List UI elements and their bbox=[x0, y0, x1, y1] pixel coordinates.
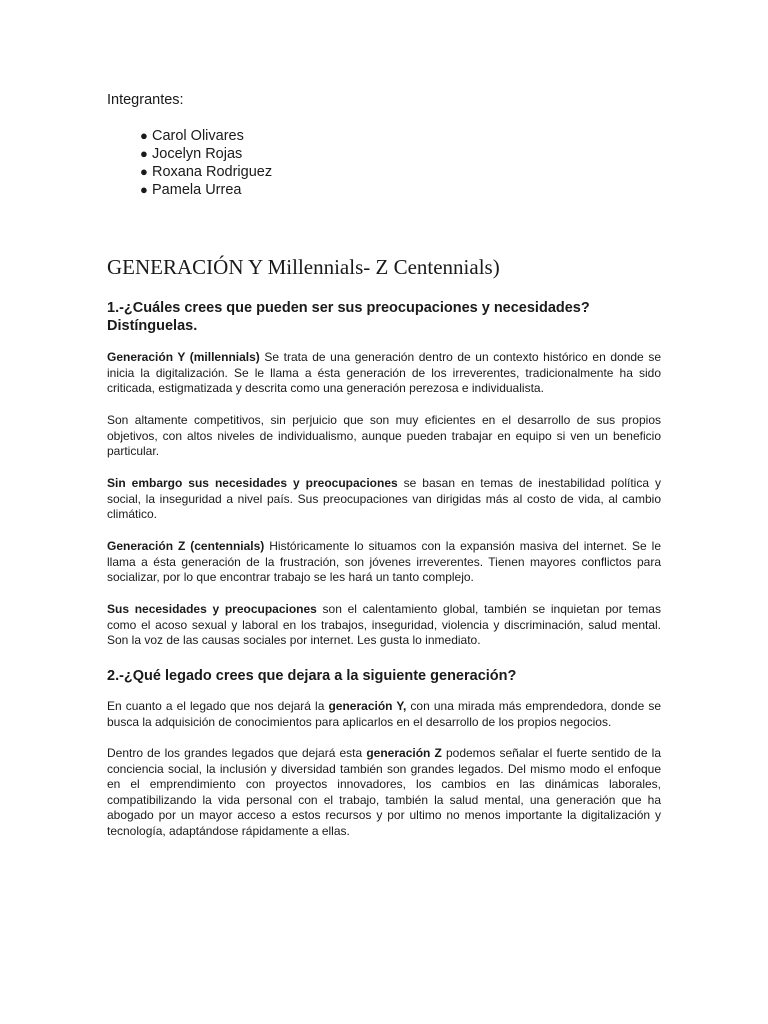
paragraph-bold: generación Y, bbox=[328, 699, 407, 713]
paragraph-lead: Generación Y (millennials) bbox=[107, 350, 260, 364]
integrantes-label: Integrantes: bbox=[107, 92, 184, 108]
member-name: Pamela Urrea bbox=[152, 182, 242, 198]
paragraph-generation-z bbox=[107, 539, 661, 586]
bullet-icon: ● bbox=[140, 128, 148, 143]
paragraph-text: Históricamente lo situamos con la expansión masiva del internet. Se le llama a ésta generación de la frustración, son jóvenes irreverentes. Tienen mayores conflictos para socializar, por lo que encontrar trabajo se les hará un tanto complejo. bbox=[107, 539, 662, 585]
bullet-icon: ● bbox=[140, 182, 148, 197]
paragraph-lead: Generación Z (centennials) bbox=[107, 539, 265, 553]
paragraph-text: En cuanto a el legado que nos dejará la bbox=[107, 699, 329, 713]
paragraph-text: se basan en temas de inestabilidad política y social, la inseguridad a nivel país. Sus preocupaciones van dirigidas más al costo de vida, al cambio climático. bbox=[107, 476, 661, 522]
bullet-icon: ● bbox=[140, 164, 148, 179]
paragraph-lead: Sus necesidades y preocupaciones bbox=[107, 602, 317, 616]
members-list bbox=[140, 127, 272, 199]
list-item bbox=[140, 181, 272, 199]
paragraph-bold: generación Z bbox=[366, 746, 442, 760]
paragraph-text: con una mirada más emprendedora, donde se busca la adquisición de conocimientos para aplicarlos en el desarrollo de los propios negocios. bbox=[107, 699, 661, 729]
paragraph-text: son el calentamiento global, también se inquietan por temas como el acoso sexual y laboral en los trabajos, inseguridad, violencia y discriminación, salud mental. Son la voz de las causas sociales por internet. Les gusta lo inmediato. bbox=[107, 602, 661, 648]
member-name: Roxana Rodriguez bbox=[152, 164, 273, 180]
paragraph-z-needs bbox=[107, 602, 661, 649]
member-name: Carol Olivares bbox=[152, 128, 244, 144]
paragraph-competitive bbox=[107, 413, 661, 460]
member-name: Jocelyn Rojas bbox=[152, 146, 243, 162]
paragraph-text: Son altamente competitivos, sin perjuicio que son muy eficientes en el desarrollo de sus propios objetivos, con altos niveles de individualismo, aunque pueden trabajar en equipo si ven un beneficio particular. bbox=[107, 413, 661, 459]
paragraph-generation-y bbox=[107, 350, 661, 397]
paragraph-y-needs bbox=[107, 476, 661, 523]
paragraph-text: Dentro de los grandes legados que dejará esta bbox=[107, 746, 367, 760]
list-item bbox=[140, 145, 272, 163]
paragraph-text: podemos señalar el fuerte sentido de la conciencia social, la inclusión y diversidad también son grandes legados. Del mismo modo el enfoque en el emprendimiento con proyectos innovadores, los cambios en las dinámicas laborales, compatibilizando la vida personal con el trabajo, también la salud mental, una generación que ha abogado por un mayor acceso a estos recursos y por ultimo no menos importante la digitalización y tecnología, adaptándose rápidamente a ellas. bbox=[107, 746, 661, 838]
paragraph-legacy-z bbox=[107, 746, 661, 840]
question-1: 1.-¿Cuáles crees que pueden ser sus preocupaciones y necesidades? Distínguelas. bbox=[107, 300, 590, 334]
bullet-icon: ● bbox=[140, 146, 148, 161]
paragraph-lead: Sin embargo sus necesidades y preocupaciones bbox=[107, 476, 398, 490]
document-title: GENERACIÓN Y Millennials- Z Centennials) bbox=[107, 255, 500, 279]
list-item bbox=[140, 127, 272, 145]
paragraph-text: Se trata de una generación dentro de un contexto histórico en donde se inicia la digitalización. Se le llama a ésta generación de los irreverentes, tradicionalmente ha sido criticada, estigmatizada y descrita como una generación perezosa e individualista. bbox=[107, 350, 661, 396]
paragraph-legacy-y bbox=[107, 699, 661, 730]
list-item bbox=[140, 163, 272, 181]
question-2: 2.-¿Qué legado crees que dejara a la siguiente generación? bbox=[107, 668, 517, 684]
